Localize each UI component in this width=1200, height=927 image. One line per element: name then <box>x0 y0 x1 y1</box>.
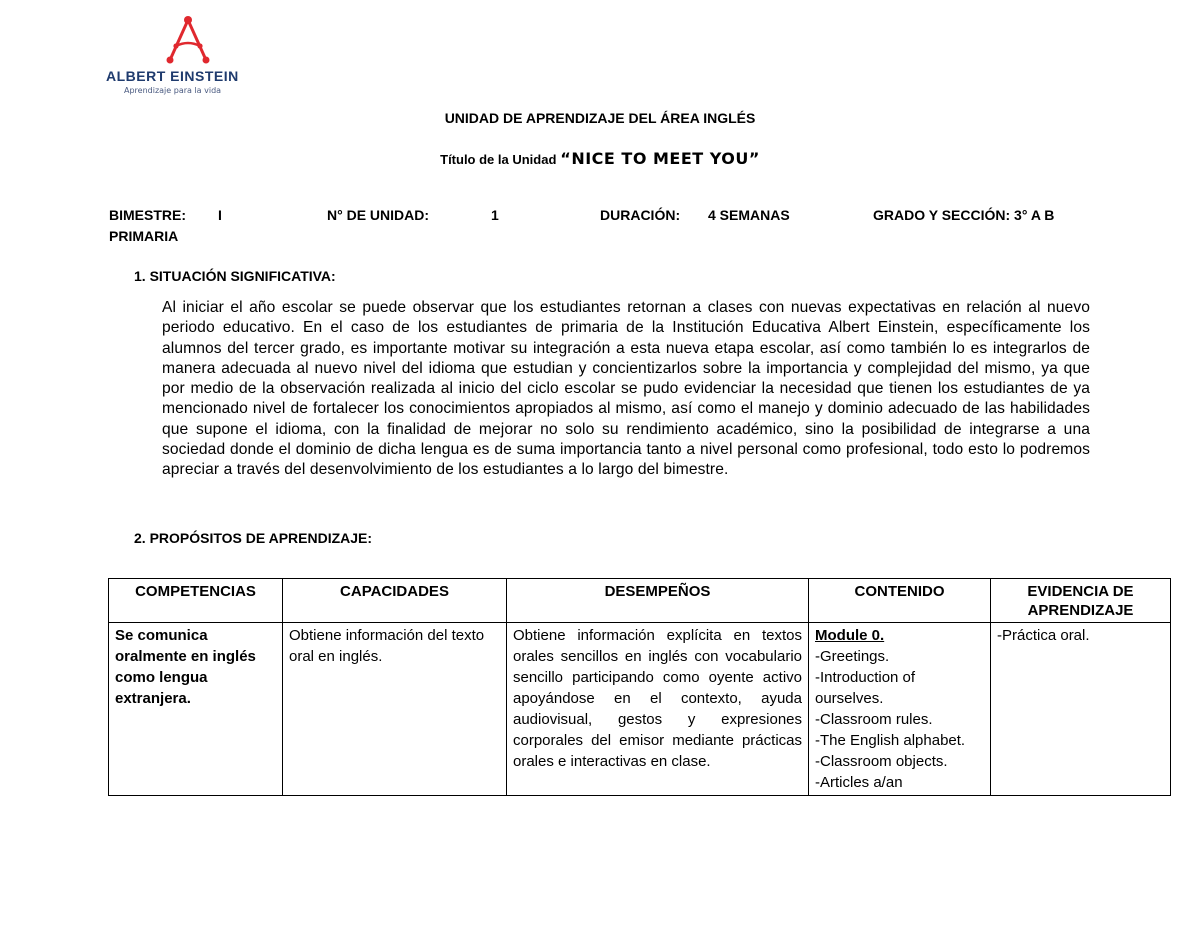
content-item: -The English alphabet. <box>815 732 966 749</box>
unit-title-label: Título de la Unidad <box>440 152 557 167</box>
table-header-row <box>109 579 1171 623</box>
duracion-label: DURACIÓN: <box>600 207 681 223</box>
situacion-paragraph: Al iniciar el año escolar se puede observar que los estudiantes retornan a clases con nuevas expectativas en relación al nuevo periodo educativo. En el caso de los estudiantes de primaria de la Institución Educativa Albert Einstein, específicamente los alumnos del tercer grado, es importante motivar su integración a esta nueva etapa escolar, así como también lo es integrarlos de manera adecuada al nuevo nivel del idioma que estudian y concientizarlos sobre la importancia y complejidad del mismo, ya que por medio de la observación realizada al inicio del ciclo escolar se pudo evidenciar la necesidad que tienen los estudiantes de ya mencionado nivel de fortalecer los conocimientos apropiados al mismo, así como el manejo y dominio adecuado de las habilidades que supone el idioma, con la finalidad de mejorar no solo su rendimiento académico, sino la posibilidad de integrarse a una sociedad donde el dominio de dicha lengua es de suma importancia tanto a nivel personal como profesional, todo esto lo podremos apreciar a través del desenvolvimiento de los estudiantes a lo largo del bimestre. <box>162 299 1090 479</box>
cell-desempeno: Obtiene información explícita en textos orales sencillos en inglés con vocabulario sencillo participando como oyente activo apoyándose en el contexto, ayuda audiovisual, gestos y expresiones corporales del emisor mediante prácticas orales e interactivas en clase. <box>507 623 809 796</box>
albert-einstein-a-icon <box>162 14 214 64</box>
logo-tagline: Aprendizaje para la vida <box>124 86 222 95</box>
content-item: -Classroom rules. <box>815 711 933 728</box>
header-competencias: COMPETENCIAS <box>109 579 283 623</box>
grado-label: GRADO Y SECCIÓN: 3° A B <box>873 207 1055 223</box>
school-logo <box>104 14 274 98</box>
content-item: -Greetings. <box>815 648 890 665</box>
cell-evidencia: -Práctica oral. <box>991 623 1171 796</box>
grado-continuation: PRIMARIA <box>109 228 179 244</box>
header-desempenos: DESEMPEÑOS <box>507 579 809 623</box>
unidad-value: 1 <box>491 207 499 223</box>
unit-title <box>0 149 1200 168</box>
section-heading-situacion: 1. SITUACIÓN SIGNIFICATIVA: <box>134 268 336 284</box>
cell-capacidad: Obtiene información del texto oral en inglés. <box>283 623 507 796</box>
content-item: -Articles a/an <box>815 774 903 791</box>
page-title: UNIDAD DE APRENDIZAJE DEL ÁREA INGLÉS <box>444 110 756 126</box>
content-item: -Introduction of ourselves. <box>815 669 916 707</box>
bimestre-label: BIMESTRE: <box>109 207 186 223</box>
cell-contenido <box>809 623 991 796</box>
unidad-label: N° DE UNIDAD: <box>327 207 430 223</box>
bimestre-value: I <box>218 207 222 223</box>
module-title: Module 0. <box>815 627 885 644</box>
section-heading-propositos: 2. PROPÓSITOS DE APRENDIZAJE: <box>134 530 373 546</box>
logo-name: ALBERT EINSTEIN <box>106 68 239 84</box>
header-contenido: CONTENIDO <box>809 579 991 623</box>
content-item: -Classroom objects. <box>815 753 948 770</box>
unit-title-value: “NICE TO MEET YOU” <box>560 149 760 168</box>
cell-competencia: Se comunica oralmente en inglés como lengua extranjera. <box>109 623 283 796</box>
table-row <box>109 623 1171 796</box>
duracion-value: 4 SEMANAS <box>708 207 790 223</box>
header-capacidades: CAPACIDADES <box>283 579 507 623</box>
header-evidencia: EVIDENCIA DE APRENDIZAJE <box>991 579 1171 623</box>
learning-purposes-table <box>108 578 1171 796</box>
